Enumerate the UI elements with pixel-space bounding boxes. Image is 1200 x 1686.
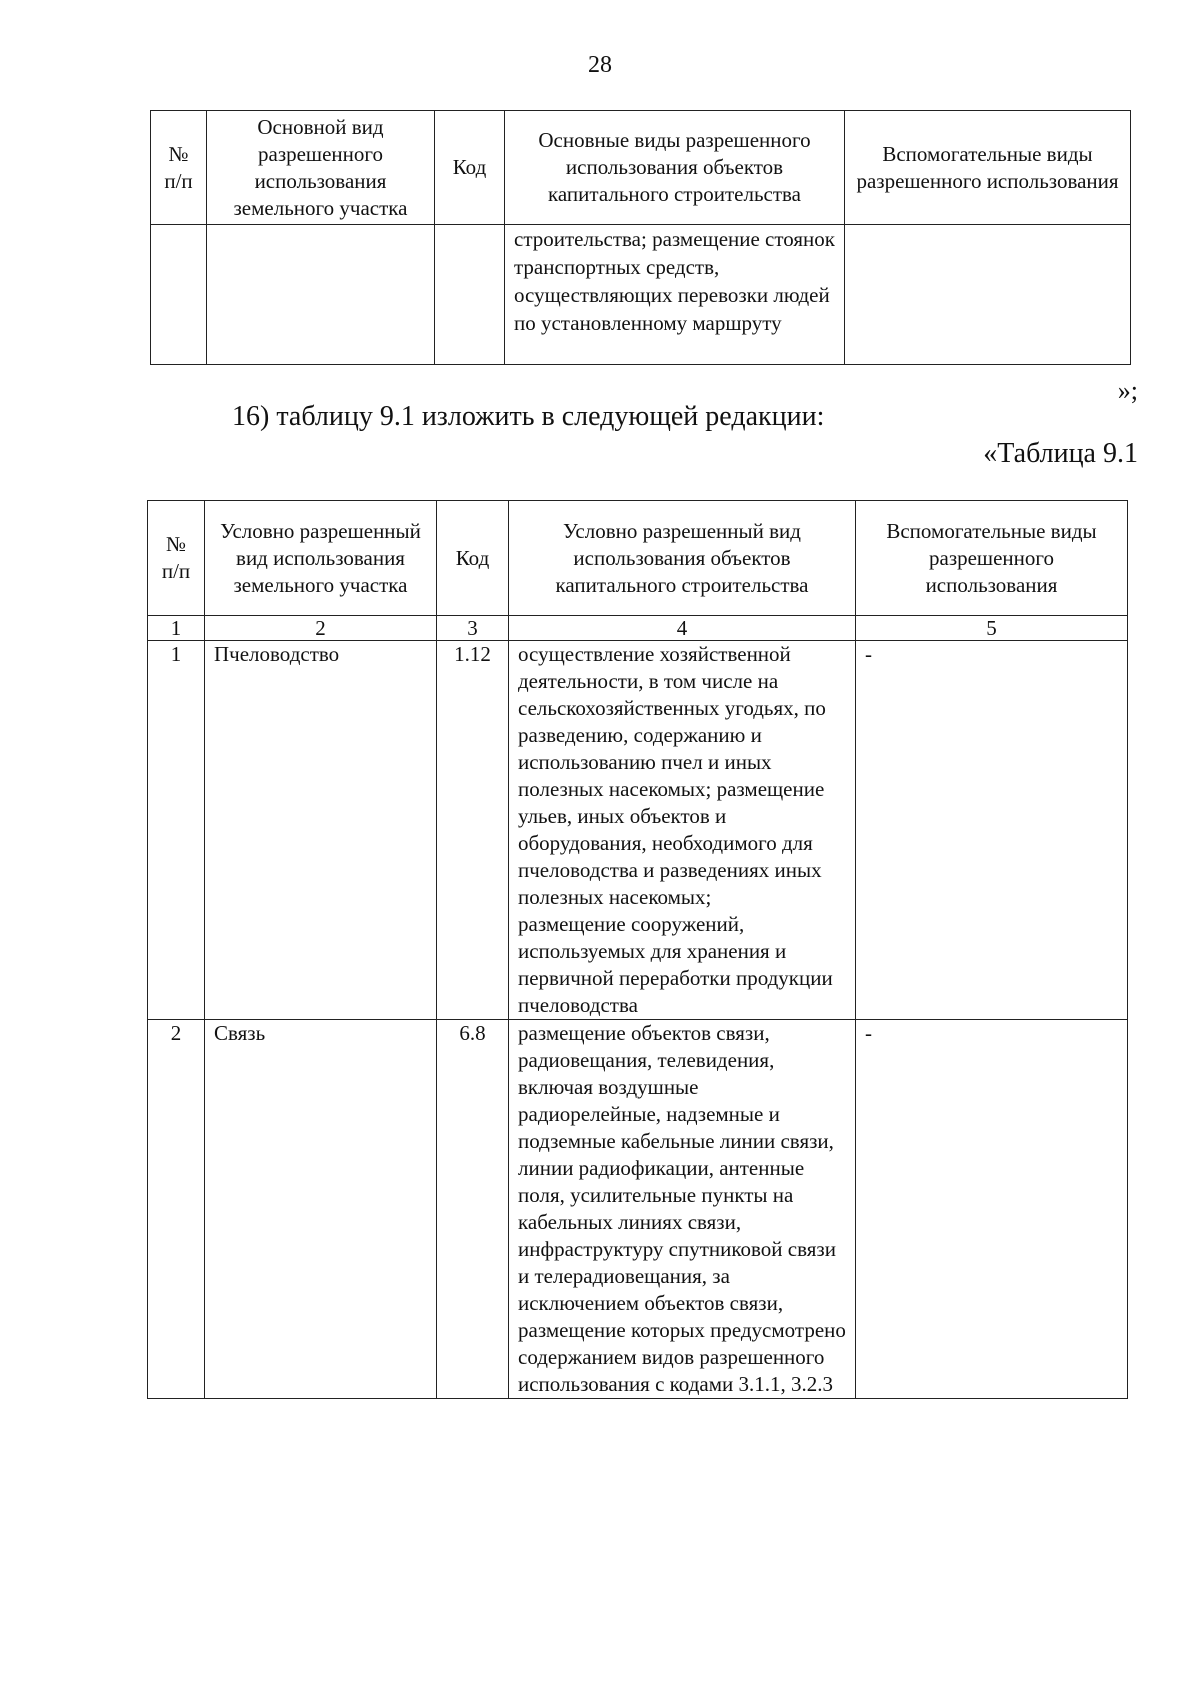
cell-auxiliary-empty bbox=[845, 225, 1131, 365]
column-number: 3 bbox=[437, 616, 509, 641]
table-header-row bbox=[151, 111, 1131, 225]
header-code: Код bbox=[435, 111, 505, 225]
table-row bbox=[148, 1020, 1128, 1399]
page-number: 28 bbox=[588, 52, 612, 78]
row-description: размещение объектов связи, радиовещания, телевидения, включая воздушные радиорелейные, надземные и подземные кабельные линии связи, линии радиофикации, антенные поля, усилительные пункты на кабельных линиях связи, инфраструктуру спутниковой связи и телерадиовещания, за исключением объектов связи, размещение которых предусмотрено содержанием видов разрешенного использования с кодами 3.1.1, 3.2.3 bbox=[509, 1020, 856, 1399]
header-number: № п/п bbox=[151, 111, 207, 225]
header-conditional-use-objects: Условно разрешенный вид использования объектов капитального строительства bbox=[509, 501, 856, 616]
header-auxiliary-uses: Вспомогательные виды разрешенного использования bbox=[845, 111, 1131, 225]
conditional-use-table bbox=[147, 500, 1128, 1399]
main-use-table bbox=[150, 110, 1131, 365]
row-description: осуществление хозяйственной деятельности, в том числе на сельскохозяйственных угодьях, по разведению, содержанию и использованию пчел и иных полезных насекомых; размещение ульев, иных объектов и оборудования, необходимого для пчеловодства и разведениях иных полезных насекомых; размещение сооружений, используемых для хранения и первичной переработки продукции пчеловодства bbox=[509, 641, 856, 1020]
column-number: 4 bbox=[509, 616, 856, 641]
header-conditional-use: Условно разрешенный вид использования земельного участка bbox=[205, 501, 437, 616]
column-number: 2 bbox=[205, 616, 437, 641]
table-caption: «Таблица 9.1 bbox=[983, 438, 1138, 469]
row-code: 1.12 bbox=[437, 641, 509, 1020]
column-number-row bbox=[148, 616, 1128, 641]
row-use-name: Пчеловодство bbox=[205, 641, 437, 1020]
header-code: Код bbox=[437, 501, 509, 616]
row-auxiliary: - bbox=[856, 1020, 1128, 1399]
table-row bbox=[148, 641, 1128, 1020]
cell-continuation-text: строительства; размещение стоянок транспортных средств, осуществляющих перевозки людей по установленному маршруту bbox=[505, 225, 845, 365]
header-number: № п/п bbox=[148, 501, 205, 616]
table-row bbox=[151, 225, 1131, 365]
cell-main-use-empty bbox=[207, 225, 435, 365]
table-header-row bbox=[148, 501, 1128, 616]
row-auxiliary: - bbox=[856, 641, 1128, 1020]
header-main-use: Основной вид разрешенного использования земельного участка bbox=[207, 111, 435, 225]
amendment-instruction: 16) таблицу 9.1 изложить в следующей редакции: bbox=[232, 401, 825, 432]
header-main-use-objects: Основные виды разрешенного использования объектов капитального строительства bbox=[505, 111, 845, 225]
closing-quote: »; bbox=[1117, 376, 1138, 405]
row-use-name: Связь bbox=[205, 1020, 437, 1399]
header-auxiliary-uses: Вспомогательные виды разрешенного использования bbox=[856, 501, 1128, 616]
column-number: 5 bbox=[856, 616, 1128, 641]
column-number: 1 bbox=[148, 616, 205, 641]
row-code: 6.8 bbox=[437, 1020, 509, 1399]
cell-number-empty bbox=[151, 225, 207, 365]
cell-code-empty bbox=[435, 225, 505, 365]
row-number: 2 bbox=[148, 1020, 205, 1399]
row-number: 1 bbox=[148, 641, 205, 1020]
